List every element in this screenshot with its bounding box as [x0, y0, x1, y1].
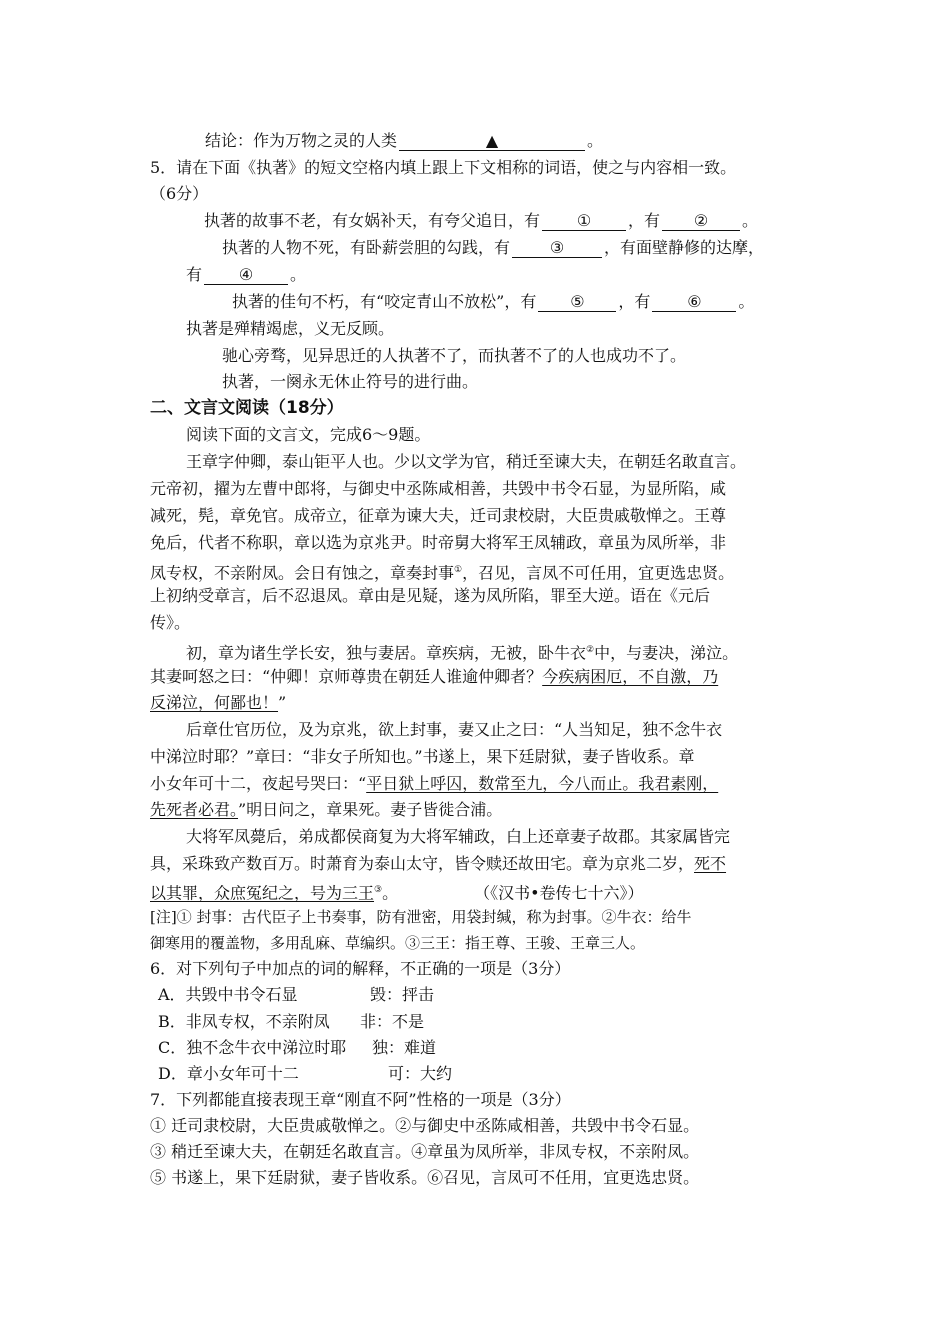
footnote-line: 御寒用的覆盖物，多用乱麻、草编织。③三王：指王尊、王骏、王章三人。 [150, 934, 646, 952]
passage-line: 上初纳受章言，后不忍退凤。章由是见疑，遂为凤所陷，罪至大逆。语在《元后 [150, 586, 711, 605]
passage-line: 其妻呵怒之曰：“仲卿！京师尊贵在朝廷人谁逾仲卿者？今疾病困厄，不自激，乃 [150, 667, 719, 686]
footnote-ref-2: ② [586, 645, 595, 655]
passage-line: 大将军凤薨后，弟成都侯商复为大将军辅政，白上还章妻子故郡。其家属皆完 [186, 827, 731, 846]
passage-line: 小女年可十二，夜起号哭曰：“平日狱上呼囚，数常至九，今八而止。我君素刚， [150, 774, 719, 793]
passage-line: 反涕泣，何鄙也！” [150, 693, 287, 712]
underlined-sentence: 反涕泣，何鄙也！ [150, 693, 279, 712]
q6-stem: 6．对下列句子中加点的词的解释，不正确的一项是（3分） [150, 959, 571, 978]
q7-stem: 7．下列都能直接表现王章“刚直不阿”性格的一项是（3分） [150, 1090, 571, 1109]
passage-line: 王章字仲卿，泰山钜平人也。少以文学为官，稍迁至谏大夫，在朝廷名敢直言。 [186, 452, 747, 471]
q4-conclusion-text: 结论：作为万物之灵的人类 [205, 131, 398, 150]
passage-line: 后章仕官历位，及为京兆，欲上封事，妻又止之曰：“人当知足，独不念牛衣 [186, 720, 723, 739]
q5-blank-1[interactable]: ① [542, 212, 626, 231]
passage-line: 减死，髡，章免官。成帝立，征章为谏大夫，迁司隶校尉，大臣贵戚敬惮之。王尊 [150, 506, 727, 525]
passage-line: 元帝初，擢为左曹中郎将，与御史中丞陈咸相善，共毁中书令石显，为显所陷，咸 [150, 479, 727, 498]
q7-statement-line: ③ 稍迁至谏大夫，在朝廷名敢直言。④章虽为凤所举，非凤专权，不亲附凤。 [150, 1142, 700, 1161]
q7-statement-line: ① 迁司隶校尉，大臣贵戚敬惮之。②与御史中丞陈咸相善，共毁中书令石显。 [150, 1116, 700, 1135]
passage-line: 传》。 [150, 613, 191, 632]
footnote-ref-3: ③ [374, 885, 383, 895]
q7-statement-line: ⑤ 书遂上，果下廷尉狱，妻子皆收系。⑥召见，言凤可不任用，宜更选忠贤。 [150, 1168, 700, 1187]
footnote-line: [注]① 封事：古代臣子上书奏事，防有泄密，用袋封缄，称为封事。②牛衣：给牛 [150, 908, 692, 926]
q5-blank-4[interactable]: ④ [204, 266, 288, 285]
q6-option-b[interactable]: B．非凤专权，不亲附凤 非：不是 [158, 1012, 425, 1031]
passage-line: 初，章为诸生学长安，独与妻居。章疾病，无被，卧牛衣②中，与妻决，涕泣。 [186, 643, 739, 663]
q5-paragraph-4: 执著是殚精竭虑，义无反顾。 [186, 319, 395, 338]
underlined-sentence: 死不 [694, 854, 727, 873]
q4-conclusion: 结论：作为万物之灵的人类 ▲ 。 [205, 131, 604, 150]
q5-paragraph-3: 执著的佳句不朽，有“咬定青山不放松”，有 ⑤ ，有 ⑥ 。 [232, 292, 755, 311]
q5-points: （6分） [150, 184, 209, 203]
q6-option-d[interactable]: D．章小女年可十二 可：大约 [158, 1064, 453, 1083]
section-2-intro: 阅读下面的文言文，完成6～9题。 [186, 425, 431, 444]
q5-paragraph-1: 执著的故事不老，有女娲补天，有夸父追日，有 ① ，有 ② 。 [204, 211, 759, 230]
q4-answer-blank[interactable] [399, 132, 585, 151]
q5-blank-2[interactable]: ② [662, 212, 740, 231]
q5-blank-6[interactable]: ⑥ [652, 293, 736, 312]
passage-line: 中涕泣时耶？”章曰：“非女子所知也。”书遂上，果下廷尉狱，妻子皆收系。章 [150, 747, 695, 766]
underlined-sentence: 先死者必君。 [150, 800, 239, 819]
section-2-title: 二、文言文阅读（18分） [150, 398, 344, 418]
q6-option-c[interactable]: C．独不念牛衣中涕泣时耶 独：难道 [158, 1038, 437, 1057]
q5-blank-3[interactable]: ③ [512, 239, 602, 258]
passage-line: 先死者必君。”明日问之，章果死。妻子皆徙合浦。 [150, 800, 503, 819]
passage-line: 具，采珠致产数百万。时萧育为泰山太守，皆令赎还故田宅。章为京兆二岁，死不 [150, 854, 727, 873]
q6-option-a[interactable]: A．共毁中书令石显 毁：抨击 [158, 985, 435, 1004]
passage-line: 以其罪，众庶冤纪之，号为三王③。 （《汉书•卷传七十六》） [150, 883, 644, 903]
source-citation: （《汉书•卷传七十六》） [474, 883, 644, 903]
triangle-marker-icon: ▲ [485, 131, 499, 150]
q5-paragraph-2: 执著的人物不死，有卧薪尝胆的勾践，有 ③ ，有面壁静修的达摩， [222, 238, 765, 257]
passage-line: 免后，代者不称职，章以选为京兆尹。时帝舅大将军王凤辅政，章虽为凤所举，非 [150, 533, 727, 552]
q5-paragraph-2-cont: 有 ④ 。 [186, 265, 307, 284]
q5-stem: 5．请在下面《执著》的短文空格内填上跟上下文相称的词语，使之与内容相一致。 [150, 158, 737, 177]
passage-line: 凤专权，不亲附凤。会日有蚀之，章奏封事①，召见，言凤不可任用，宜更选忠贤。 [150, 563, 735, 583]
footnote-ref-1: ① [454, 565, 463, 575]
underlined-sentence: 平日狱上呼囚，数常至九，今八而止。我君素刚， [366, 774, 719, 793]
q5-blank-5[interactable]: ⑤ [538, 293, 616, 312]
underlined-sentence: 以其罪，众庶冤纪之，号为三王 [150, 883, 375, 903]
q5-paragraph-5: 驰心旁骛，见异思迁的人执著不了，而执著不了的人也成功不了。 [222, 346, 687, 365]
q5-paragraph-6: 执著，一阕永无休止符号的进行曲。 [222, 372, 479, 391]
underlined-sentence: 今疾病困厄，不自激，乃 [542, 667, 719, 686]
